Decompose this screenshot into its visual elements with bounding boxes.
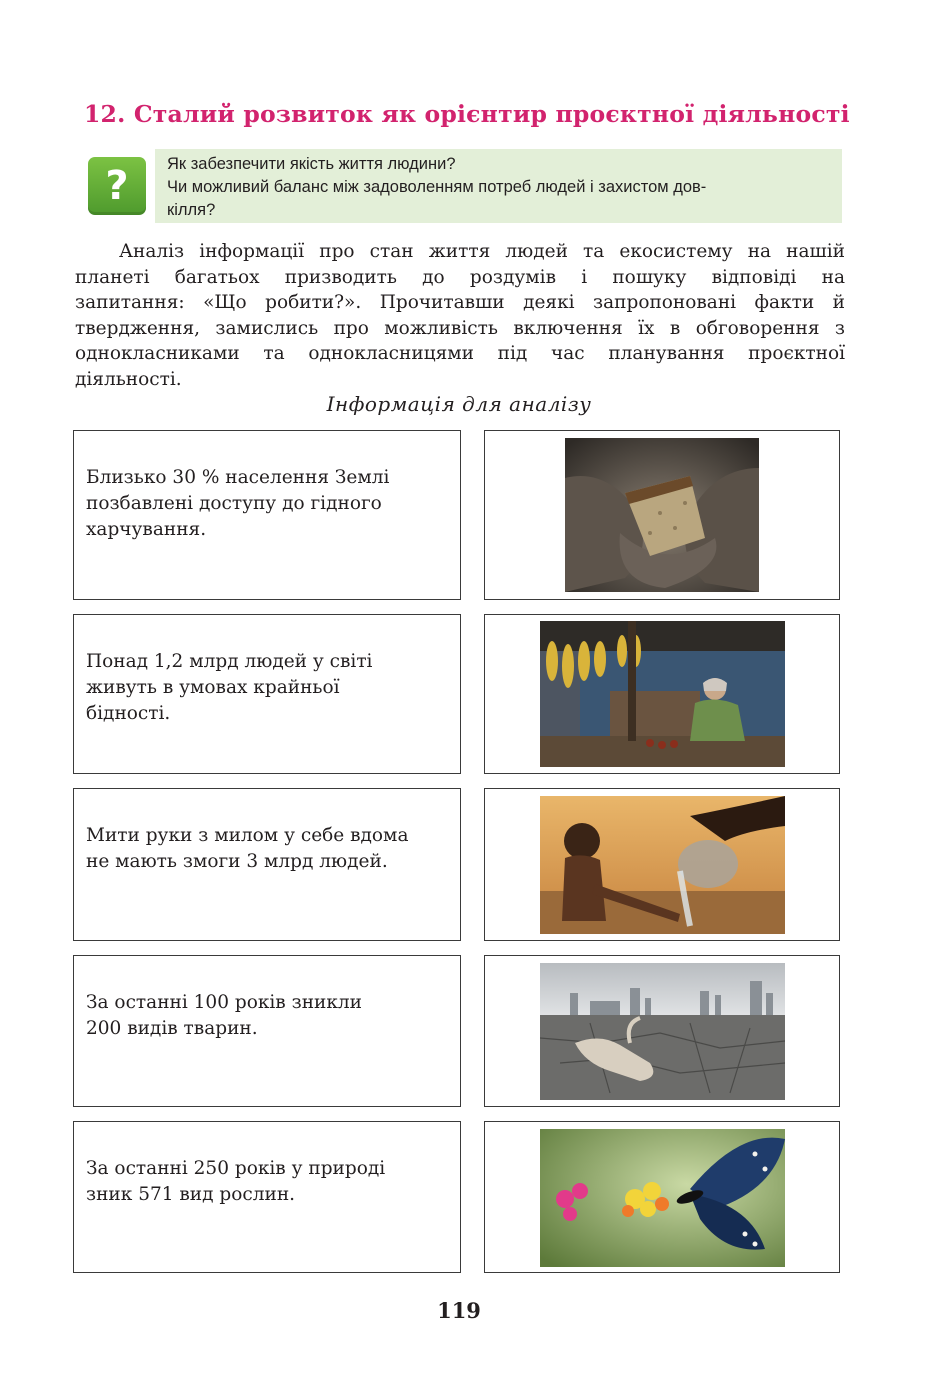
fact-text-line: 200 видів тварин. [86, 1018, 258, 1039]
fact-card-animals [73, 955, 461, 1107]
image-card-poverty [484, 614, 840, 774]
image-card-food [484, 430, 840, 600]
fact-text-line: не мають змоги 3 млрд людей. [86, 851, 388, 872]
paragraph-line: планеті багатьох призводить до роздумів і пошуку відповіді на [75, 266, 845, 288]
question-line: Чи можливий баланс між задоволенням потреб людей і захистом дов- [167, 178, 707, 196]
question-mark-icon: ? [88, 157, 146, 215]
paragraph-line: твердження, замислись про можливість включення їх в обговорення з [75, 317, 845, 339]
section-heading: 12. Сталий розвиток як орієнтир проєктної діяльності [84, 100, 850, 128]
fact-text-line: За останні 100 років зникли [86, 992, 363, 1013]
intro-paragraph [75, 239, 845, 392]
questions-box [155, 149, 842, 223]
fact-text-line: харчування. [86, 519, 207, 540]
fact-text-line: живуть в умовах крайньої [86, 677, 340, 698]
paragraph-line: Аналіз інформації про стан життя людей та екосистему на нашій [119, 241, 845, 262]
fact-card-handwashing [73, 788, 461, 941]
butterfly-on-flowers-photo [540, 1129, 785, 1267]
fact-text-line: позбавлені доступу до гідного [86, 493, 382, 514]
fact-text-line: За останні 250 років у природі [86, 1158, 386, 1179]
fact-text-line: зник 571 вид рослин. [86, 1184, 296, 1205]
fact-card-plants [73, 1121, 461, 1273]
info-subtitle: Інформація для аналізу [326, 392, 592, 416]
hands-holding-bread-photo [565, 438, 759, 592]
question-line: кілля? [167, 201, 216, 219]
paragraph-line: запитання: «Що робити?». Прочитавши деякі запропоновані факти й [75, 292, 845, 313]
paragraph-line: діяльності. [75, 368, 182, 390]
image-card-handwashing [484, 788, 840, 941]
fact-text-line: Понад 1,2 млрд людей у світі [86, 651, 373, 672]
elderly-woman-poverty-photo [540, 621, 785, 767]
image-card-animals [484, 955, 840, 1107]
paragraph-line: однокласниками та однокласницями під час планування проєктної [75, 343, 845, 364]
fact-card-poverty [73, 614, 461, 774]
fact-text-line: бідності. [86, 703, 171, 724]
child-receiving-water-photo [540, 796, 785, 934]
image-card-plants [484, 1121, 840, 1273]
question-line: Як забезпечити якість життя людини? [167, 155, 456, 173]
fact-text-line: Мити руки з милом у себе вдома [86, 825, 409, 846]
fact-text-line: Близько 30 % населення Землі [86, 467, 390, 488]
fact-card-food [73, 430, 461, 600]
page-number: 119 [437, 1298, 481, 1323]
animal-skull-dry-land-city-photo [540, 963, 785, 1100]
